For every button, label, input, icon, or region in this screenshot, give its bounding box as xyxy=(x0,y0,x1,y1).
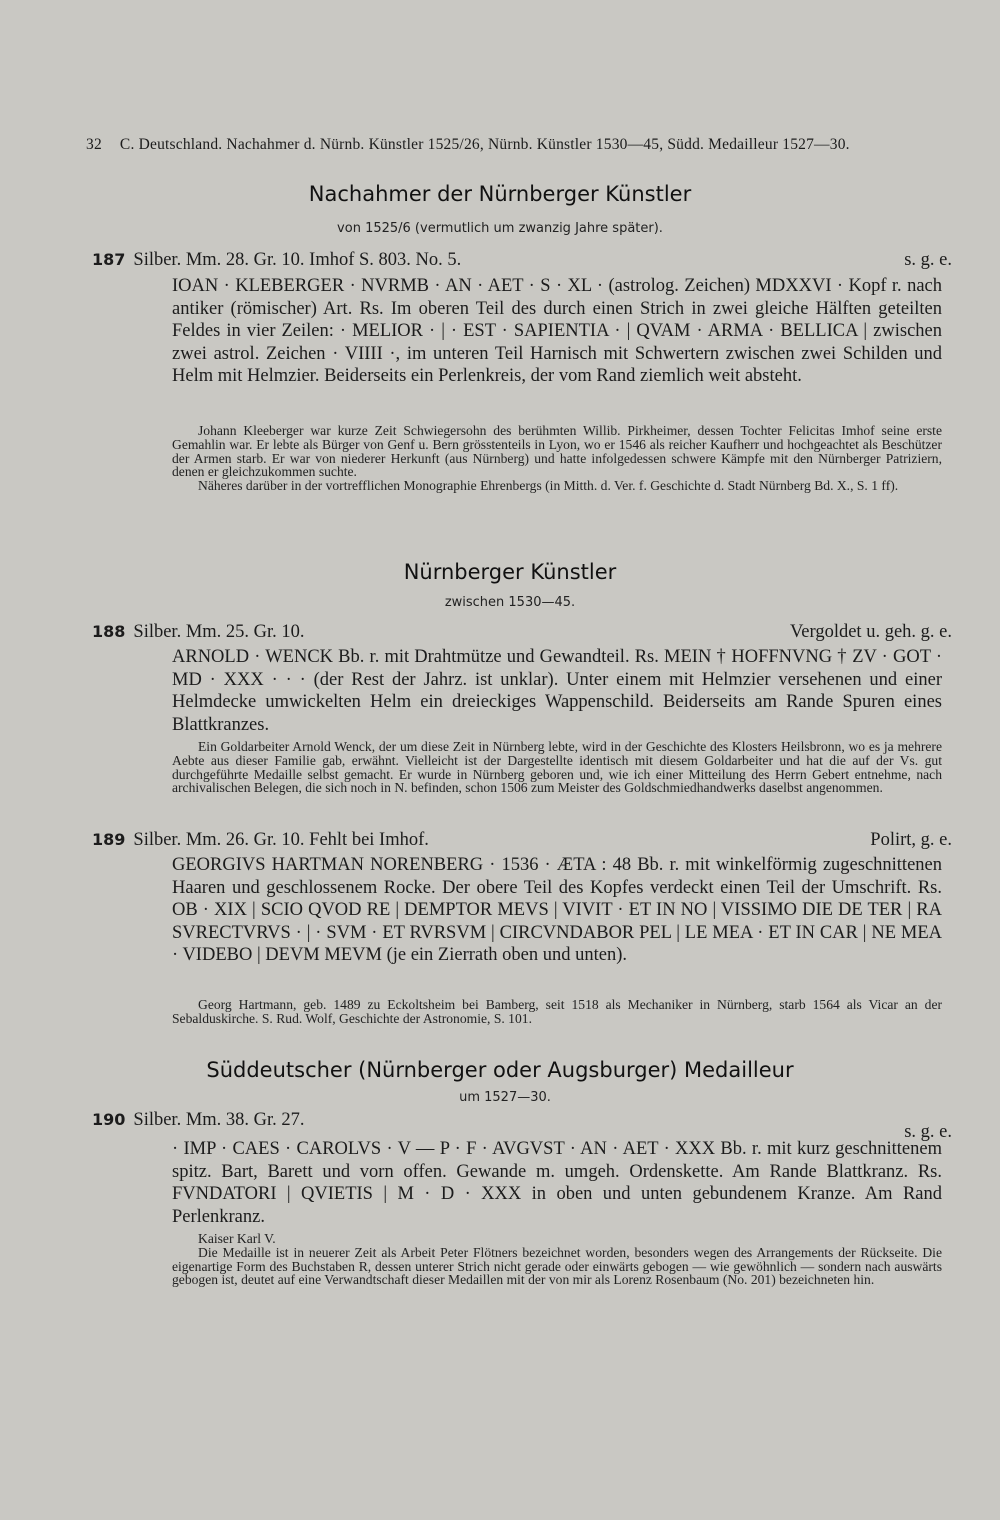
entry-head-text: Silber. Mm. 25. Gr. 10. xyxy=(133,622,305,642)
entry-condition: s. g. e. xyxy=(904,1122,952,1142)
section-title: Nürnberger Künstler xyxy=(403,560,617,584)
entry-number: 189 xyxy=(92,830,126,849)
entry-description: GEORGIVS HARTMAN NORENBERG · 1536 · ÆTA : 48 Bb. r. mit winkelförmig zugeschnittenen Haaren und geschlossenem Rocke. Der obere Teil des Kopfes verdeckt einen Teil der Umschrift. Rs. OB · XIX | SCIO QVOD RE | DEMPTOR MEVS | VIVIT · ET IN NO | VISSIMO DIE DE TER | RA SVRECTVRVS · | · SVM · ET RVRSVM | CIRCVNDABOR PEL | LE MEA · ET IN CAR | NE MEA · VIDEBO | DEVM MEVM (je ein Zierrath oben und unten). xyxy=(172,855,942,966)
entry-header xyxy=(92,1110,952,1142)
running-head xyxy=(86,136,850,154)
running-head-text: C. Deutschland. Nachahmer d. Nürnb. Künstler 1525/26, Nürnb. Künstler 1530—45, Südd. Medailleur 1527—30. xyxy=(119,136,850,153)
note-paragraph: Kaiser Karl V. xyxy=(198,1231,276,1246)
entry-head-text: Silber. Mm. 38. Gr. 27. xyxy=(133,1110,305,1130)
entry-header xyxy=(92,830,952,851)
entry-description: IOAN · KLEBERGER · NVRMB · AN · AET · S · XL · (astrolog. Zeichen) MDXXVI · Kopf r. nach antiker (römischer) Art. Rs. Im oberen Teil des durch einen Strich in zwei gleiche Hälften geteilten Feldes in vier Zeilen: · MELIOR · | · EST · SAPIENTIA · | QVAM · ARMA · BELLICA | zwischen zwei astrol. Zeichen · VIIII ·, im unteren Teil Harnisch mit Schwertern zwischen zwei Schilden und Helm mit Helmzier. Beiderseits ein Perlenkreis, der vom Rand ziemlich weit absteht. xyxy=(172,276,942,387)
entry-notes xyxy=(172,424,942,493)
entry-number: 187 xyxy=(92,250,126,269)
entry-number: 190 xyxy=(92,1110,126,1129)
entry-number: 188 xyxy=(92,622,126,641)
entry-notes xyxy=(172,998,942,1026)
note-paragraph: Georg Hartmann, geb. 1489 zu Eckoltsheim bei Bamberg, seit 1518 als Mechaniker in Nürnberg, starb 1564 als Vicar an der Sebalduskirche. S. Rud. Wolf, Geschichte der Astronomie, S. 101. xyxy=(172,997,942,1026)
entry-notes xyxy=(172,740,942,795)
note-paragraph: Ein Goldarbeiter Arnold Wenck, der um diese Zeit in Nürnberg lebte, wird in der Geschichte des Klosters Heilsbronn, wo es ja mehrere Aebte aus dieser Familie gab, erwähnt. Vielleicht ist der Dargestellte identisch mit diesem Goldarbeiter und hat die auf der Vs. gut durchgeführte Medaille selbst gemacht. Er wurde in Nürnberg geboren und, wie ich einer Mitteilung des Herrn Gebert entnehme, nach archivalischen Belegen, die sich noch in N. befinden, schon 1506 zum Meister des Goldschmiedhandwerks daselbst angenommen. xyxy=(172,739,942,796)
section-subtitle: um 1527—30. xyxy=(459,1090,551,1105)
entry-head-text: Silber. Mm. 28. Gr. 10. Imhof S. 803. No. 5. xyxy=(133,250,462,270)
entry-header xyxy=(92,250,952,271)
section-title: Nachahmer der Nürnberger Künstler xyxy=(308,182,692,206)
page-number: 32 xyxy=(86,136,102,153)
section-title: Süddeutscher (Nürnberger oder Augsburger) Medailleur xyxy=(206,1058,794,1082)
entry-header xyxy=(92,622,952,643)
entry-head-text: Silber. Mm. 26. Gr. 10. Fehlt bei Imhof. xyxy=(133,830,429,850)
section-subtitle: von 1525/6 (vermutlich um zwanzig Jahre später). xyxy=(337,221,663,236)
note-paragraph: Näheres darüber in der vortrefflichen Monographie Ehrenbergs (in Mitth. d. Ver. f. Geschichte d. Stadt Nürnberg Bd. X., S. 1 ff). xyxy=(198,478,899,494)
section-subtitle: zwischen 1530—45. xyxy=(444,595,576,610)
note-paragraph: Johann Kleeberger war kurze Zeit Schwiegersohn des berühmten Willib. Pirkheimer, dessen Tochter Felicitas Imhof seine erste Gemahlin war. Er lebte als Bürger von Genf u. Bern grösstenteils in Lyon, wo er 1546 als reicher Kaufherr und hochgeachtet als Beschützer der Armen starb. Er war von niederer Herkunft (aus Nürnberg) und hatte infolgedessen schwere Kämpfe mit den Nürnberger Patriziern, denen er gleichzukommen suchte. xyxy=(172,423,942,480)
note-paragraph: Die Medaille ist in neuerer Zeit als Arbeit Peter Flötners bezeichnet worden, besonders wegen des Arrangements der Rückseite. Die eigenartige Form des Buchstaben R, dessen unterer Strich nicht gerade oder einwärts gebogen — wie gewöhnlich — sondern nach auswärts gebogen ist, deutet auf eine Verwandtschaft dieser Medaillen mit der von mir als Lorenz Rosenbaum (No. 201) bezeichneten hin. xyxy=(172,1244,942,1288)
entry-description: · IMP · CAES · CAROLVS · V — P · F · AVGVST · AN · AET · XXX Bb. r. mit kurz geschnittenem spitz. Bart, Barett und vorn offen. Gewande m. umgeh. Ordenskette. Am Rande Blattkranz. Rs. FVNDATORI | QVIETIS | M · D · XXX in oben und unten gebundenem Kranze. Am Rand Perlenkranz. xyxy=(172,1139,942,1227)
entry-condition: s. g. e. xyxy=(904,250,952,270)
entry-notes xyxy=(172,1232,942,1287)
entry-condition: Polirt, g. e. xyxy=(870,830,952,850)
entry-condition: Vergoldet u. geh. g. e. xyxy=(789,622,952,642)
entry-description: ARNOLD · WENCK Bb. r. mit Drahtmütze und Gewandteil. Rs. MEIN † HOFFNVNG † ZV · GOT · MD · XXX · · · (der Rest der Jahrz. ist unklar). Unter einem mit Helmzier versehenen und einer Helmdecke umwickelten Helm ein dreieckiges Wappenschild. Beiderseits am Rande Spuren eines Blattkranzes. xyxy=(172,647,942,735)
